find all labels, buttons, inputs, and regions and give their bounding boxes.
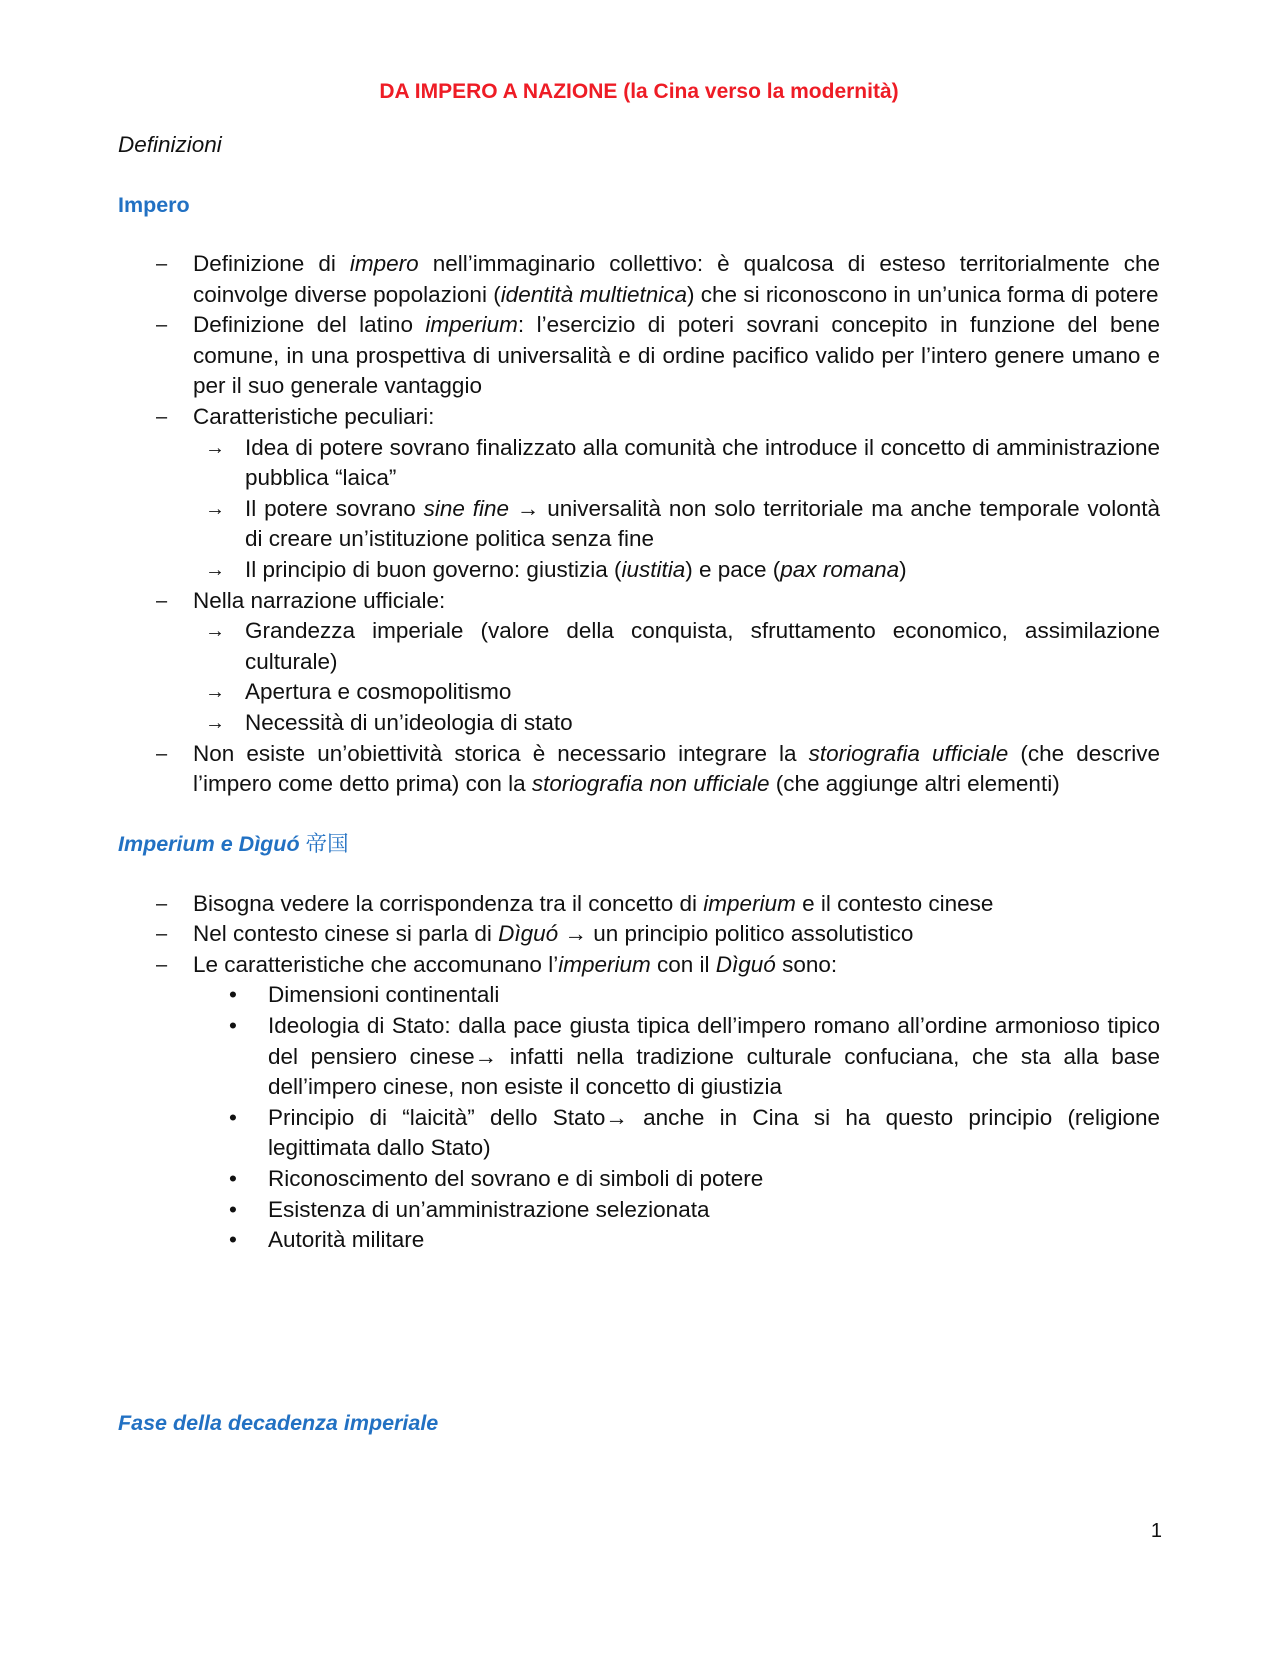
page-content — [118, 70, 1160, 1467]
sub-list-item: → Idea di potere sovrano finalizzato alla comunità che introduce il concetto di amministrazione pubblica “laica” — [205, 434, 1160, 491]
spacer — [118, 1256, 1160, 1408]
bullet-item: • Esistenza di un’amministrazione selezionata — [193, 1195, 1160, 1226]
dash-marker: – — [156, 253, 168, 275]
bullet-list — [193, 980, 1160, 1255]
imperium-list — [118, 889, 1160, 1256]
list-item: – Le caratteristiche che accomunano l’imperium con il Dìguó sono: • Dimensioni continentali • Ideologia di Stato: dalla pace giusta tipica dell’impero romano all’ordine armonioso tipico del pensiero cinese→ infatti nella tradizione culturale confuciana, che sta alla base dell’impero cinese, non esiste il concetto di giustizia • Principio di “laicità” dello Stato→ anche in Cina si ha questo principio (religione legittimata dallo Stato) • Riconoscimento del sovrano e di simboli di potere • Esistenza di un’amministrazione selezionata • Autorità militare — [118, 950, 1160, 1256]
bullet-marker: • — [229, 1104, 237, 1130]
bullet-item: • Autorità militare — [193, 1225, 1160, 1256]
dash-marker: – — [156, 742, 168, 765]
arrow-marker: → — [205, 558, 225, 581]
document-title: DA IMPERO A NAZIONE (la Cina verso la modernità) — [379, 80, 899, 103]
list-item: – Definizione di impero nell’immaginario collettivo: è qualcosa di esteso territorialmente che coinvolge diverse popolazioni (identità multietnica) che si riconoscono in un’unica forma di potere — [156, 251, 1160, 307]
bullet-marker: • — [229, 982, 237, 1008]
heading-impero: Impero — [118, 193, 190, 217]
dash-marker: – — [156, 314, 168, 337]
sub-list — [193, 616, 1160, 738]
bullet-marker: • — [229, 1166, 237, 1192]
definitions-label: Definizioni — [118, 132, 222, 157]
list-item: – Non esiste un’obiettività storica è necessario integrare la storiografia ufficiale (che descrive l’impero come detto prima) con la storiografia non ufficiale (che aggiunge altri elementi) — [156, 740, 1160, 797]
list-item: – Nel contesto cinese si parla di Dìguó → un principio politico assolutistico — [118, 919, 1160, 950]
sub-list-item: → Il potere sovrano sine fine → universalità non solo territoriale ma anche temporale volontà di creare un’istituzione politica senza fine — [205, 495, 1160, 552]
sub-list-item: → Apertura e cosmopolitismo — [193, 677, 1160, 708]
spacer — [118, 800, 1160, 829]
sub-list-item: → Grandezza imperiale (valore della conquista, sfruttamento economico, assimilazione culturale) — [205, 618, 1160, 674]
sub-list-item: → Il principio di buon governo: giustizia (iustitia) e pace (pax romana) — [193, 555, 1160, 586]
sub-list-item: → Necessità di un’ideologia di stato — [193, 708, 1160, 739]
arrow-marker: → — [205, 620, 225, 643]
list-item: – Nella narrazione ufficiale: → Grandezza imperiale (valore della conquista, sfruttamento economico, assimilazione culturale) → Apertura e cosmopolitismo → Necessità di un’ideologia di stato — [118, 586, 1160, 739]
bullet-item: • Dimensioni continentali — [193, 980, 1160, 1011]
impero-list — [118, 249, 1160, 800]
bullet-marker: • — [229, 1227, 237, 1253]
heading-fase-decadenza: Fase della decadenza imperiale — [118, 1410, 439, 1435]
bullet-item: • Principio di “laicità” dello Stato→ anche in Cina si ha questo principio (religione legittimata dallo Stato) — [229, 1104, 1160, 1161]
bullet-item: • Ideologia di Stato: dalla pace giusta tipica dell’impero romano all’ordine armonioso tipico del pensiero cinese→ infatti nella tradizione culturale confuciana, che sta alla base dell’impero cinese, non esiste il concetto di giustizia — [229, 1013, 1160, 1100]
page-number: 1 — [1150, 1520, 1162, 1542]
arrow-marker: → — [205, 497, 225, 520]
bullet-item: • Riconoscimento del sovrano e di simboli di potere — [193, 1164, 1160, 1195]
dash-marker: – — [156, 589, 168, 612]
arrow-marker: → — [205, 436, 225, 459]
diguo-characters: 帝国 — [305, 831, 349, 857]
dash-marker: – — [156, 923, 168, 946]
bullet-marker: • — [229, 1013, 237, 1039]
list-item: – Definizione del latino imperium: l’esercizio di poteri sovrani concepito in funzione del bene comune, in una prospettiva di universalità e di ordine pacifico valido per l’intero genere umano e per il suo generale vantaggio — [156, 312, 1161, 399]
heading-imperium-diguo: Imperium e Dìguó 帝国 — [118, 831, 349, 857]
dash-marker: – — [156, 953, 168, 976]
sub-list — [193, 433, 1160, 586]
arrow-marker: → — [205, 681, 225, 704]
bullet-marker: • — [229, 1196, 237, 1222]
arrow-marker: → — [205, 711, 225, 734]
list-item: – Bisogna vedere la corrispondenza tra il concetto di imperium e il contesto cinese — [118, 889, 1160, 920]
dash-marker: – — [156, 405, 168, 428]
list-item: – Caratteristiche peculiari: → Idea di potere sovrano finalizzato alla comunità che introduce il concetto di amministrazione pubblica “laica” → Il potere sovrano sine fine → universalità non solo territoriale ma anche temporale volontà di creare un’istituzione politica senza fine → Il principio di buon governo: giustizia (iustitia) e pace (pax romana) — [118, 402, 1160, 586]
dash-marker: – — [156, 892, 168, 915]
